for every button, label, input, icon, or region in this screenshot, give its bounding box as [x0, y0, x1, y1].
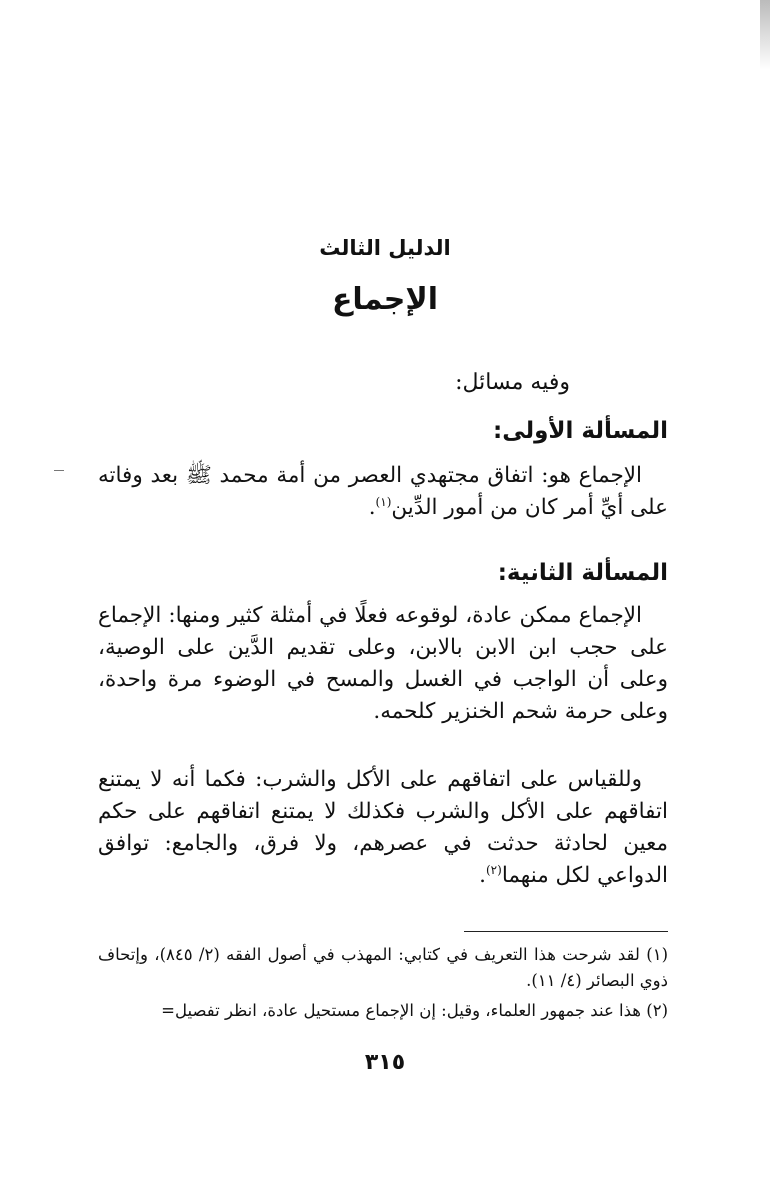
section-heading-2: المسألة الثانية: [497, 560, 668, 586]
chapter-title: الإجماع [331, 282, 439, 317]
paragraph-text: وللقياس على اتفاقهم على الأكل والشرب: فكما أنه لا يمتنع اتفاقهم على الأكل والشرب فكذلك لا يمتنع اتفاقهم على حكم معين لحادثة حدثت في عصرهم، ولا فرق، والجامع: توافق الدواعي لكل منهما [98, 767, 668, 888]
footnote-ref[interactable]: (٢) [485, 862, 502, 877]
paragraph-text: الإجماع ممكن عادة، لوقوعه فعلًا في أمثلة كثير ومنها: الإجماع على حجب ابن الابن بالابن، وعلى تقديم الدَّين على الوصية، وعلى أن الواجب في الغسل والمسح في الوضوء مرة واحدة، وعلى حرمة شحم الخنزير كلحمه. [98, 603, 668, 724]
section-heading-1: المسألة الأولى: [493, 418, 668, 444]
chapter-label: الدليل الثالث [319, 236, 451, 260]
footnote-text: هذا عند جمهور العلماء، وقيل: إن الإجماع مستحيل عادة، انظر تفصيل= [161, 1001, 641, 1020]
paragraph [98, 460, 668, 524]
intro-text: وفيه مسائل: [455, 370, 570, 395]
paragraph-end: . [368, 495, 376, 520]
footnote-number: (٢) [646, 1001, 668, 1020]
paragraph-text: الإجماع هو: اتفاق مجتهدي العصر من أمة محمد ﷺ بعد وفاته على أيِّ أمر كان من أمور الدِّين [98, 463, 668, 520]
footnote-number: (١) [646, 945, 669, 964]
page-number: ٣١٥ [364, 1050, 406, 1075]
paragraph-end: . [479, 863, 486, 888]
footnote-text: لقد شرحت هذا التعريف في كتابي: المهذب في أصول الفقه (٢/ ٨٤٥)، وإتحاف ذوي البصائر (٤/ ١١). [98, 945, 668, 990]
footnote-divider [464, 931, 668, 932]
footnote [98, 998, 668, 1024]
paragraph [98, 764, 668, 892]
paragraph [98, 600, 668, 728]
footnote [98, 942, 668, 994]
footnote-ref[interactable]: (١) [375, 494, 392, 509]
scan-edge-mark [760, 0, 770, 70]
margin-mark [54, 470, 64, 471]
